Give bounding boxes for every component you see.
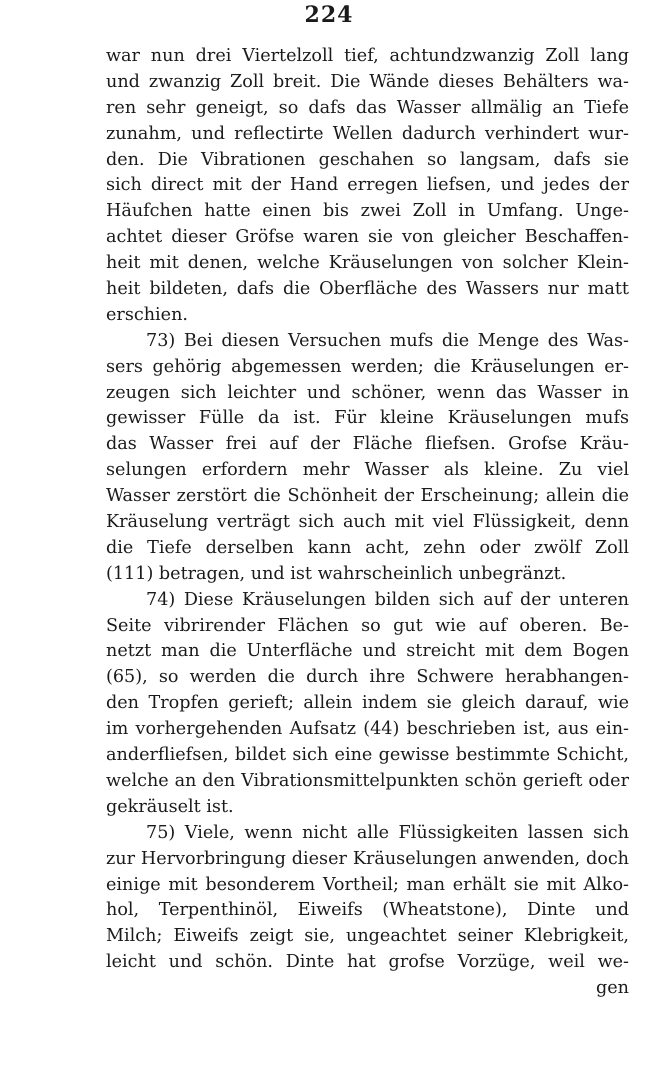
text-line: selungen erfordern mehr Wasser als kleine. Zu viel [106, 460, 629, 481]
text-line: welche an den Vibrationsmittelpunkten schön gerieft oder [106, 770, 629, 791]
text-line: sers gehörig abgemessen werden; die Kräuselungen er- [106, 356, 629, 377]
text-line: zeugen sich leichter und schöner, wenn das Wasser in [106, 382, 629, 403]
text-line: zunahm, und reflectirte Wellen dadurch verhindert wur- [106, 123, 629, 144]
text-line: sich direct mit der Hand erregen liefsen, und jedes der [106, 175, 629, 196]
text-line: (111) betragen, und ist wahrscheinlich unbegränzt. [106, 563, 567, 584]
text-line: und zwanzig Zoll breit. Die Wände dieses Behälters wa- [106, 71, 629, 92]
text-line: netzt man die Unterfläche und streicht mit dem Bogen [106, 641, 629, 662]
text-line: achtet dieser Gröfse waren sie von gleicher Beschaffen- [106, 227, 629, 248]
text-line: 75) Viele, wenn nicht alle Flüssigkeiten lassen sich [146, 822, 629, 843]
text-line: hol, Terpenthinöl, Eiweifs (Wheatstone), Dinte und [106, 900, 629, 921]
text-line: heit bildeten, dafs die Oberfläche des Wassers nur matt [106, 279, 629, 300]
text-line: Wasser zerstört die Schönheit der Erscheinung; allein die [106, 486, 629, 507]
text-line: im vorhergehenden Aufsatz (44) beschrieben ist, aus ein- [106, 719, 629, 740]
text-line: (65), so werden die durch ihre Schwere herabhangen- [106, 667, 629, 688]
text-line: war nun drei Viertelzoll tief, achtundzwanzig Zoll lang [106, 46, 629, 66]
text-line: Seite vibrirender Flächen so gut wie auf oberen. Be- [106, 615, 629, 636]
text-line: heit mit denen, welche Kräuselungen von solcher Klein- [106, 253, 629, 274]
text-line: gen [595, 978, 629, 999]
text-line: den. Die Vibrationen geschahen so langsam, dafs sie [106, 149, 629, 170]
text-line: einige mit besonderem Vortheil; man erhält sie mit Alko- [106, 874, 629, 895]
text-line: erschien. [106, 304, 188, 325]
text-line: das Wasser frei auf der Fläche fliefsen. Grofse Kräu- [106, 434, 629, 455]
text-line: ren sehr geneigt, so dafs das Wasser allmälig an Tiefe [106, 97, 629, 118]
text-line: anderfliefsen, bildet sich eine gewisse bestimmte Schicht, [106, 745, 629, 766]
text-line: 74) Diese Kräuselungen bilden sich auf der unteren [146, 589, 629, 610]
text-line: Häufchen hatte einen bis zwei Zoll in Umfang. Unge- [106, 201, 629, 222]
text-line: Milch; Eiweifs zeigt sie, ungeachtet seiner Klebrigkeit, [106, 926, 629, 947]
text-line: Kräuselung verträgt sich auch mit viel Flüssigkeit, denn [106, 512, 629, 533]
text-line: gekräuselt ist. [106, 796, 234, 817]
text-line: leicht und schön. Dinte hat grofse Vorzüge, weil we- [106, 952, 629, 973]
text-line: die Tiefe derselben kann acht, zehn oder zwölf Zoll [106, 537, 629, 558]
text-line: gewisser Fülle da ist. Für kleine Kräuselungen mufs [106, 408, 629, 429]
text-line: 73) Bei diesen Versuchen mufs die Menge des Was- [146, 330, 629, 351]
page-number: 224 [304, 2, 354, 28]
body-text [106, 44, 629, 1002]
text-line: den Tropfen gerieft; allein indem sie gleich darauf, wie [106, 693, 629, 714]
text-line: zur Hervorbringung dieser Kräuselungen anwenden, doch [106, 848, 629, 869]
